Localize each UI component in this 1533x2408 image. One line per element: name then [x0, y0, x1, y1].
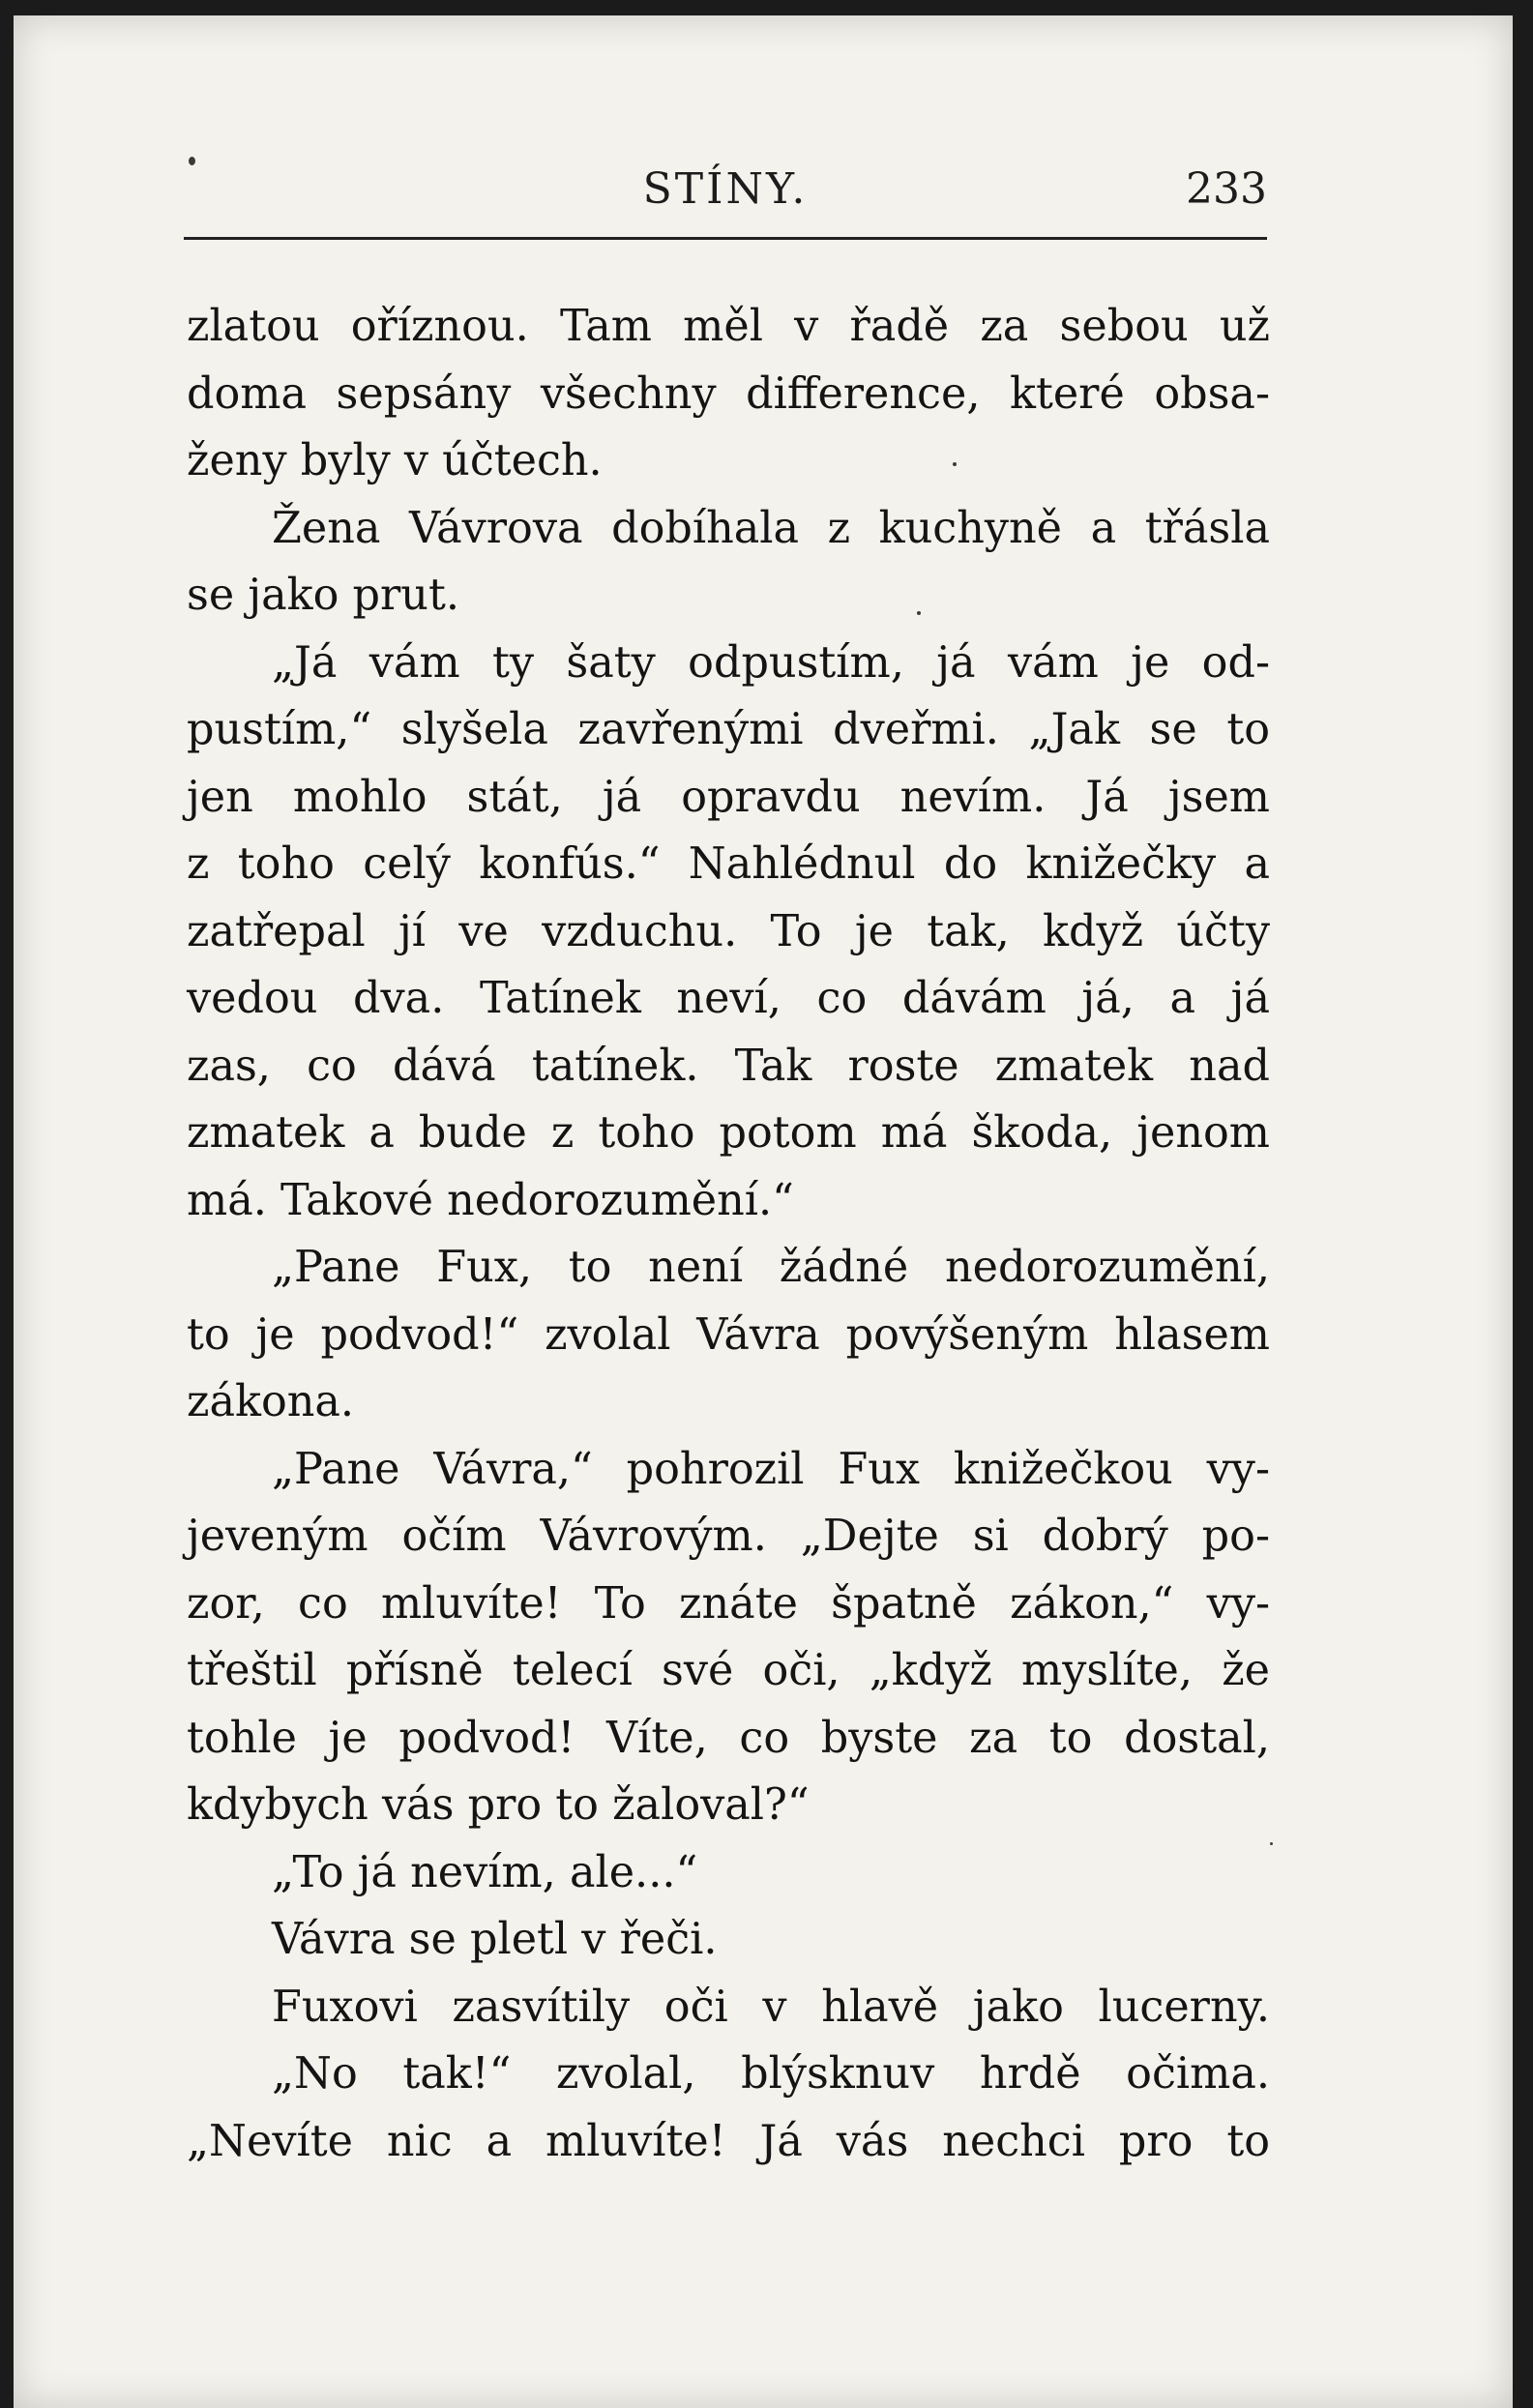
text-line: tohle je podvod! Víte, co byste za to dostal, [187, 1713, 1270, 1763]
text-line: Vávra se pletl v řeči. [272, 1915, 718, 1964]
page-header [184, 164, 1267, 222]
ink-speck [189, 157, 195, 165]
text-line: Fuxovi zasvítily oči v hlavě jako lucerny. [272, 1982, 1270, 2032]
text-line: „Pane Vávra,“ pohrozil Fux knižečkou vy- [272, 1444, 1270, 1494]
body-text [187, 293, 1270, 2175]
text-line: z toho celý konfús.“ Nahlédnul do knižečky a [187, 839, 1270, 889]
text-line: kdybych vás pro to žaloval?“ [187, 1780, 810, 1830]
text-line: Žena Vávrova dobíhala z kuchyně a třásla [272, 503, 1270, 553]
text-line: třeštil přísně telecí své oči, „když myslíte, že [187, 1646, 1270, 1695]
text-line: ženy byly v účtech. [187, 436, 603, 485]
running-title: STÍNY. [642, 164, 809, 214]
text-line: zákona. [187, 1377, 355, 1426]
text-line: „To já nevím, ale...“ [272, 1847, 698, 1897]
text-line: pustím,“ slyšela zavřenými dveřmi. „Jak se to [187, 705, 1270, 754]
text-line: zlatou oříznou. Tam měl v řadě za sebou už [187, 302, 1270, 351]
text-line: to je podvod!“ zvolal Vávra povýšeným hlasem [187, 1309, 1270, 1360]
text-line: doma sepsány všechny difference, které obsa- [187, 368, 1270, 419]
ink-speck [917, 611, 921, 615]
text-line: „Pane Fux, to není žádné nedorozumění, [272, 1243, 1270, 1292]
ink-speck [1270, 1842, 1273, 1845]
text-line: jeveným očím Vávrovým. „Dejte si dobrý po- [187, 1512, 1270, 1561]
text-line: zas, co dává tatínek. Tak roste zmatek nad [187, 1041, 1270, 1091]
header-rule [184, 237, 1267, 240]
text-line: vedou dva. Tatínek neví, co dávám já, a já [187, 974, 1270, 1023]
page-number: 233 [1186, 164, 1267, 214]
text-line: má. Takové nedorozumění.“ [187, 1175, 794, 1225]
text-line: „Já vám ty šaty odpustím, já vám je od- [272, 637, 1270, 688]
text-line: „Nevíte nic a mluvíte! Já vás nechci pro to [187, 2116, 1270, 2166]
text-line: se jako prut. [187, 571, 459, 620]
text-line: zatřepal jí ve vzduchu. To je tak, když účty [187, 906, 1270, 956]
text-line: „No tak!“ zvolal, blýsknuv hrdě očima. [272, 2049, 1270, 2099]
text-line: zor, co mluvíte! To znáte špatně zákon,“ vy- [187, 1578, 1270, 1629]
ink-speck [953, 462, 957, 466]
text-line: jen mohlo stát, já opravdu nevím. Já jsem [187, 772, 1270, 822]
text-line: zmatek a bude z toho potom má škoda, jenom [187, 1108, 1270, 1158]
